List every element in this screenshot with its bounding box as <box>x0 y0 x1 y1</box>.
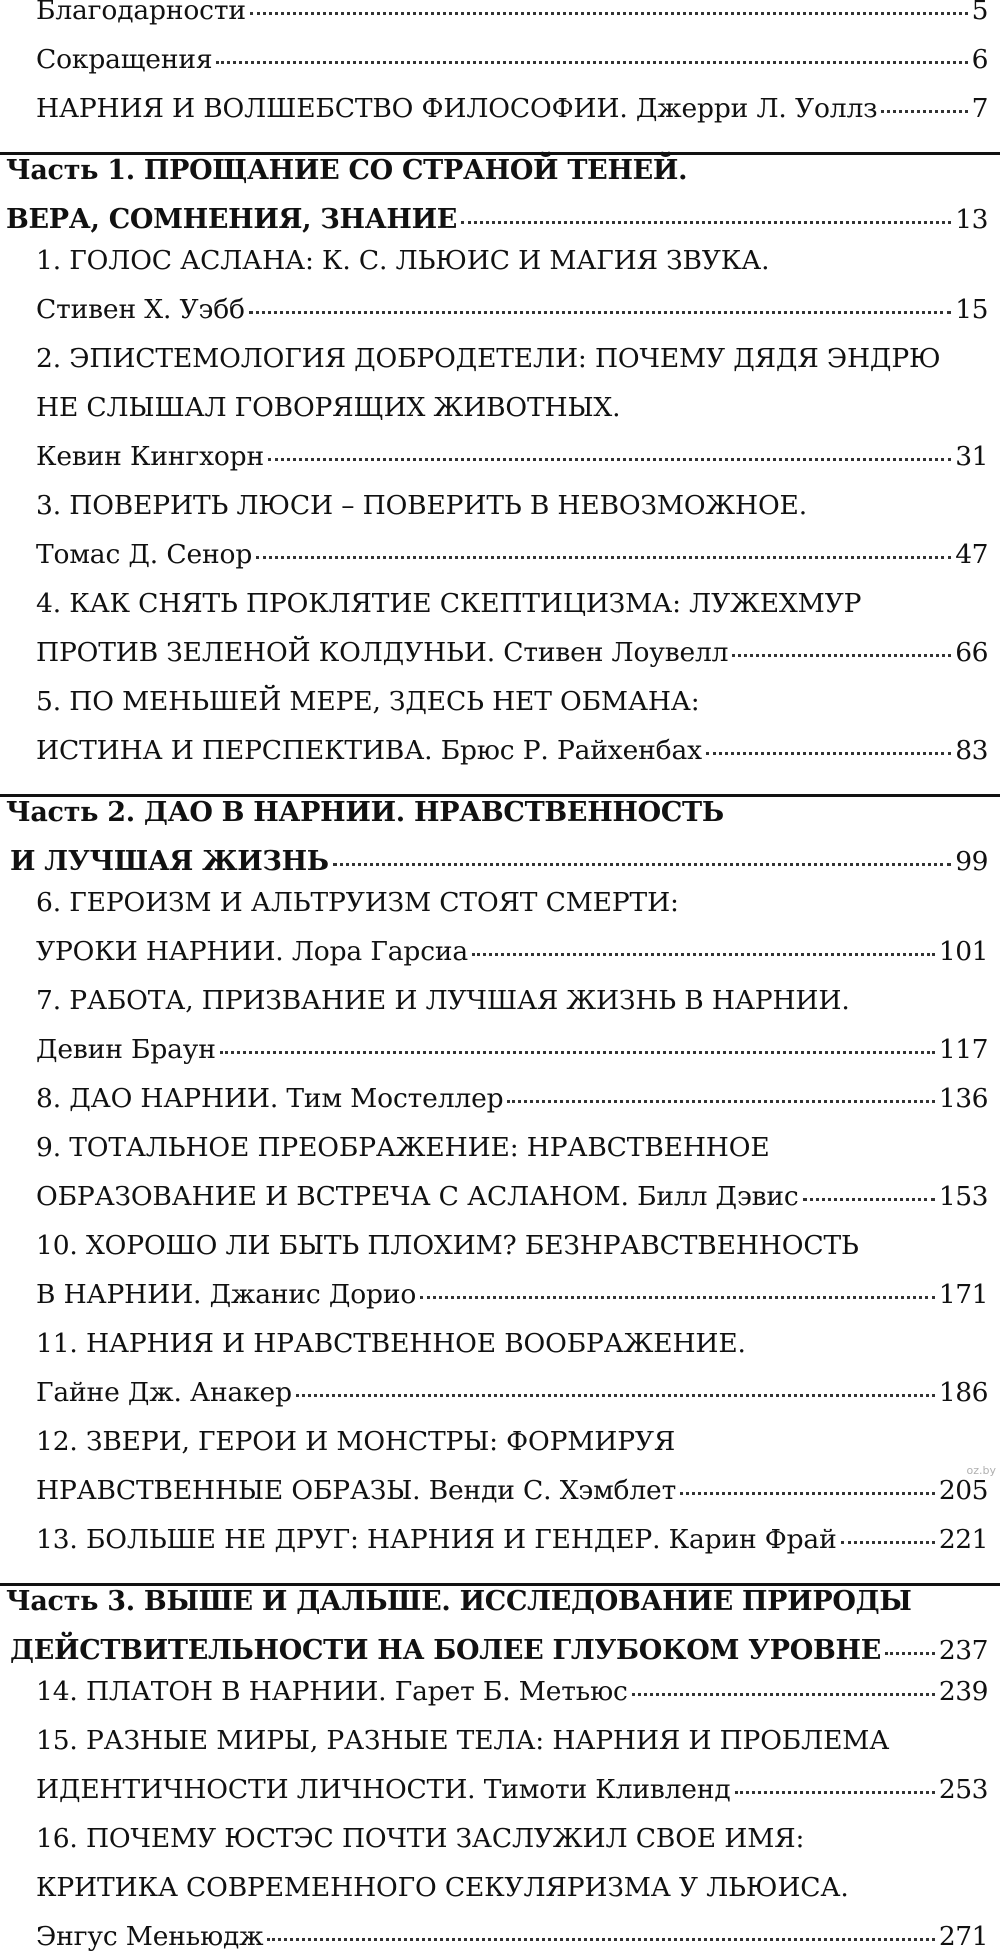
chapter-title-text: НЕ СЛЫШАЛ ГОВОРЯЩИХ ЖИВОТНЫХ. <box>36 392 621 423</box>
dot-leader <box>472 947 935 956</box>
chapter-entry <box>36 1082 988 1116</box>
chapter-entry-text: 14. ПЛАТОН В НАРНИИ. Гарет Б. Метьюс <box>36 1676 628 1707</box>
chapter-entry <box>36 1180 988 1214</box>
dot-leader <box>216 55 967 64</box>
chapter-entry <box>36 1773 988 1807</box>
chapter-entry <box>36 1920 988 1954</box>
chapter-entry-text: В НАРНИИ. Джанис Дорио <box>36 1279 417 1310</box>
page-number: 271 <box>938 1921 988 1952</box>
chapter-entry-text: ИДЕНТИЧНОСТИ ЛИЧНОСТИ. Тимоти Кливленд <box>36 1774 731 1805</box>
chapter-title <box>36 489 807 523</box>
dot-leader <box>841 1535 935 1544</box>
chapter-entry-text: УРОКИ НАРНИИ. Лора Гарсиа <box>36 936 469 967</box>
chapter-title-text: 4. КАК СНЯТЬ ПРОКЛЯТИЕ СКЕПТИЦИЗМА: ЛУЖЕХМУР <box>36 588 862 619</box>
dot-leader <box>267 1932 935 1941</box>
chapter-entry <box>36 1474 988 1508</box>
page-number: 117 <box>938 1034 988 1065</box>
chapter-title <box>36 587 861 621</box>
page-number: 136 <box>938 1083 988 1114</box>
page-number: 31 <box>955 441 988 472</box>
toc-entry-text: Сокращения <box>36 44 213 75</box>
chapter-entry <box>36 1675 988 1709</box>
dot-leader <box>885 1646 935 1655</box>
dot-leader <box>250 6 968 15</box>
chapter-title <box>36 1327 746 1361</box>
chapter-entry-text: Энгус Меньюдж <box>36 1921 264 1952</box>
dot-leader <box>268 452 951 461</box>
dot-leader <box>249 305 951 314</box>
chapter-title <box>36 244 769 278</box>
chapter-entry <box>36 636 988 670</box>
chapter-title-text: 1. ГОЛОС АСЛАНА: К. С. ЛЬЮИС И МАГИЯ ЗВУКА. <box>36 245 770 276</box>
part-heading <box>6 203 988 237</box>
page-number: 237 <box>938 1635 988 1666</box>
chapter-title <box>36 342 940 376</box>
part-heading-text: И ЛУЧШАЯ ЖИЗНЬ <box>10 846 329 877</box>
dot-leader <box>333 857 951 866</box>
page-number: 15 <box>955 294 988 325</box>
page-number: 186 <box>938 1377 988 1408</box>
page-number: 5 <box>971 0 988 26</box>
chapter-title-text: 2. ЭПИСТЕМОЛОГИЯ ДОБРОДЕТЕЛИ: ПОЧЕМУ ДЯДЯ ЭНДРЮ <box>36 343 941 374</box>
chapter-entry-text: 13. БОЛЬШЕ НЕ ДРУГ: НАРНИЯ И ГЕНДЕР. Карин Фрай <box>36 1524 837 1555</box>
chapter-title <box>36 391 620 425</box>
part-heading-text: Часть 1. ПРОЩАНИЕ СО СТРАНОЙ ТЕНЕЙ. <box>6 155 688 186</box>
dot-leader <box>732 648 951 657</box>
chapter-title <box>36 1229 859 1263</box>
toc-entry <box>36 92 988 126</box>
chapter-title <box>36 886 679 920</box>
chapter-title-text: 3. ПОВЕРИТЬ ЛЮСИ – ПОВЕРИТЬ В НЕВОЗМОЖНОЕ. <box>36 490 808 521</box>
chapter-entry <box>36 1033 988 1067</box>
chapter-title <box>36 984 850 1018</box>
dot-leader <box>256 550 951 559</box>
chapter-entry <box>36 734 988 768</box>
chapter-title-text: 5. ПО МЕНЬШЕЙ МЕРЕ, ЗДЕСЬ НЕТ ОБМАНА: <box>36 686 700 717</box>
dot-leader <box>632 1687 935 1696</box>
part-heading-text: Часть 3. ВЫШЕ И ДАЛЬШЕ. ИССЛЕДОВАНИЕ ПРИРОДЫ <box>6 1586 912 1617</box>
chapter-title-text: 9. ТОТАЛЬНОЕ ПРЕОБРАЖЕНИЕ: НРАВСТВЕННОЕ <box>36 1132 770 1163</box>
chapter-entry-text: Кевин Кингхорн <box>36 441 265 472</box>
dot-leader <box>706 746 951 755</box>
chapter-entry <box>36 1376 988 1410</box>
part-heading <box>6 1585 911 1619</box>
page-number: 171 <box>938 1279 988 1310</box>
dot-leader <box>803 1192 935 1201</box>
chapter-entry <box>36 935 988 969</box>
chapter-title <box>36 1131 770 1165</box>
page-number: 13 <box>955 204 988 235</box>
chapter-entry-text: Стивен Х. Уэбб <box>36 294 245 325</box>
page-number: 205 <box>938 1475 988 1506</box>
page-number: 47 <box>955 539 988 570</box>
chapter-title-text: 15. РАЗНЫЕ МИРЫ, РАЗНЫЕ ТЕЛА: НАРНИЯ И ПРОБЛЕМА <box>36 1725 890 1756</box>
chapter-title <box>36 685 700 719</box>
dot-leader <box>881 104 967 113</box>
part-heading-text: ВЕРА, СОМНЕНИЯ, ЗНАНИЕ <box>6 204 458 235</box>
page-number: 221 <box>938 1524 988 1555</box>
chapter-title-text: 12. ЗВЕРИ, ГЕРОИ И МОНСТРЫ: ФОРМИРУЯ <box>36 1426 676 1457</box>
part-heading-text: Часть 2. ДАО В НАРНИИ. НРАВСТВЕННОСТЬ <box>6 797 724 828</box>
toc-entry <box>36 0 988 28</box>
page-number: 153 <box>938 1181 988 1212</box>
dot-leader <box>735 1785 935 1794</box>
watermark: oz.by <box>966 1464 996 1477</box>
chapter-entry-text: НРАВСТВЕННЫЕ ОБРАЗЫ. Венди С. Хэмблет <box>36 1475 677 1506</box>
chapter-entry <box>36 293 988 327</box>
chapter-title-text: 6. ГЕРОИЗМ И АЛЬТРУИЗМ СТОЯТ СМЕРТИ: <box>36 887 679 918</box>
toc-entry-text: НАРНИЯ И ВОЛШЕБСТВО ФИЛОСОФИИ. Джерри Л. Уоллз <box>36 93 878 124</box>
page-number: 6 <box>971 44 988 75</box>
chapter-entry <box>36 538 988 572</box>
dot-leader <box>220 1045 935 1054</box>
chapter-entry-text: Девин Браун <box>36 1034 216 1065</box>
part-heading <box>10 1634 988 1668</box>
chapter-entry-text: ПРОТИВ ЗЕЛЕНОЙ КОЛДУНЬИ. Стивен Лоувелл <box>36 637 729 668</box>
part-heading <box>6 154 687 188</box>
page-number: 101 <box>938 936 988 967</box>
chapter-entry-text: Томас Д. Сенор <box>36 539 253 570</box>
chapter-entry <box>36 440 988 474</box>
dot-leader <box>420 1290 935 1299</box>
part-heading-text: ДЕЙСТВИТЕЛЬНОСТИ НА БОЛЕЕ ГЛУБОКОМ УРОВНЕ <box>10 1635 882 1666</box>
chapter-entry-text: Гайне Дж. Анакер <box>36 1377 292 1408</box>
dot-leader <box>680 1486 935 1495</box>
part-heading <box>6 796 724 830</box>
page-number: 99 <box>955 846 988 877</box>
chapter-title-text: 10. ХОРОШО ЛИ БЫТЬ ПЛОХИМ? БЕЗНРАВСТВЕННОСТЬ <box>36 1230 859 1261</box>
dot-leader <box>461 215 951 224</box>
toc-entry-text: Благодарности <box>36 0 246 26</box>
toc-entry <box>36 43 988 77</box>
chapter-title-text: 7. РАБОТА, ПРИЗВАНИЕ И ЛУЧШАЯ ЖИЗНЬ В НАРНИИ. <box>36 985 850 1016</box>
chapter-title <box>36 1822 804 1856</box>
page-number: 253 <box>938 1774 988 1805</box>
chapter-title <box>36 1724 889 1758</box>
chapter-title <box>36 1425 675 1459</box>
chapter-title <box>36 1871 849 1905</box>
dot-leader <box>296 1388 935 1397</box>
chapter-entry-text: ОБРАЗОВАНИЕ И ВСТРЕЧА С АСЛАНОМ. Билл Дэвис <box>36 1181 799 1212</box>
chapter-entry-text: ИСТИНА И ПЕРСПЕКТИВА. Брюс Р. Райхенбах <box>36 735 702 766</box>
page-number: 7 <box>971 93 988 124</box>
chapter-title-text: КРИТИКА СОВРЕМЕННОГО СЕКУЛЯРИЗМА У ЛЬЮИСА. <box>36 1872 849 1903</box>
chapter-title-text: 16. ПОЧЕМУ ЮСТЭС ПОЧТИ ЗАСЛУЖИЛ СВОЕ ИМЯ: <box>36 1823 805 1854</box>
chapter-entry-text: 8. ДАО НАРНИИ. Тим Мостеллер <box>36 1083 504 1114</box>
chapter-entry <box>36 1523 988 1557</box>
page-number: 66 <box>955 637 988 668</box>
page-number: 83 <box>955 735 988 766</box>
dot-leader <box>507 1094 934 1103</box>
part-heading <box>10 845 988 879</box>
page-number: 239 <box>938 1676 988 1707</box>
chapter-title-text: 11. НАРНИЯ И НРАВСТВЕННОЕ ВООБРАЖЕНИЕ. <box>36 1328 746 1359</box>
chapter-entry <box>36 1278 988 1312</box>
